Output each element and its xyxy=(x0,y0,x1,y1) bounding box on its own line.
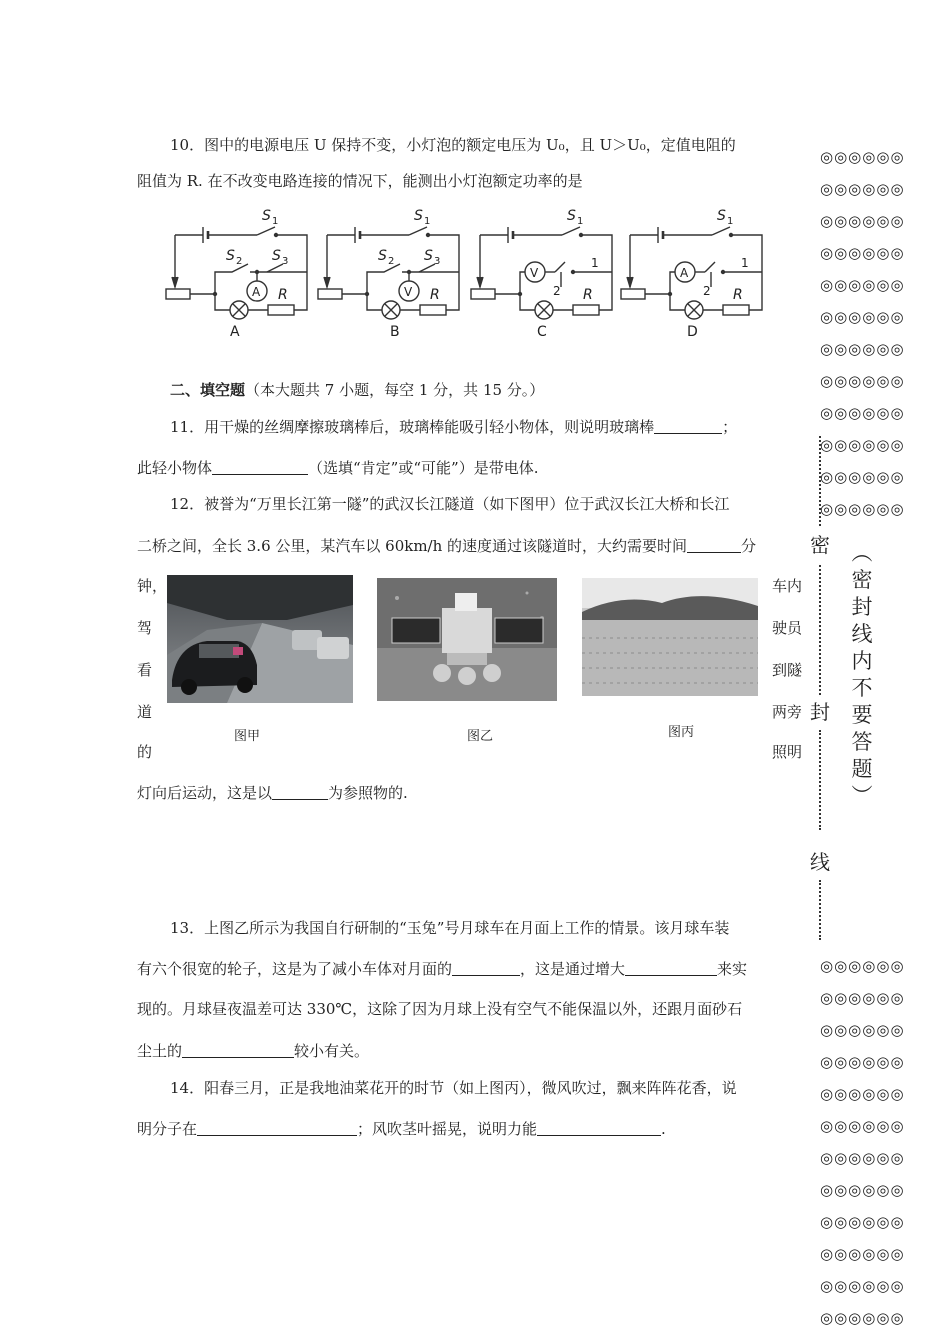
q11-semicolon: ； xyxy=(722,418,738,436)
note-char: 要 xyxy=(851,703,873,727)
svg-text:R: R xyxy=(278,287,288,303)
q11-blank-2[interactable] xyxy=(212,459,308,475)
q13-blank-2[interactable] xyxy=(625,960,717,976)
q14-blank-2[interactable] xyxy=(537,1120,661,1136)
svg-text:S: S xyxy=(226,248,235,264)
note-char: 线 xyxy=(851,622,873,646)
note-char: 不 xyxy=(851,676,873,700)
q14-line2 xyxy=(137,1118,666,1140)
seal-char-xian: 线 xyxy=(810,850,830,874)
q11-line1 xyxy=(170,416,737,438)
svg-text:2: 2 xyxy=(388,256,395,267)
rapeseed-field-photo xyxy=(582,578,758,696)
ring-row: ◎◎◎◎◎◎ xyxy=(820,989,905,1007)
caption-jia: 图甲 xyxy=(234,729,261,744)
circuit-label-b: B xyxy=(390,324,400,340)
q11-blank-1[interactable] xyxy=(654,418,722,434)
circuit-label-c: C xyxy=(537,324,547,340)
q13-text-4: 尘土的 xyxy=(137,1042,183,1060)
svg-text:S: S xyxy=(424,248,433,264)
q12-last-line xyxy=(137,782,408,804)
caption-bing: 图丙 xyxy=(668,725,695,740)
ring-row: ◎◎◎◎◎◎ xyxy=(820,340,905,358)
q12-unit: 分 xyxy=(741,537,757,555)
q12-right-5: 照明 xyxy=(772,743,803,761)
q12-right-1: 车内 xyxy=(772,577,803,595)
svg-text:1: 1 xyxy=(727,216,734,227)
ring-row: ◎◎◎◎◎◎ xyxy=(820,404,905,422)
ring-row: ◎◎◎◎◎◎ xyxy=(820,500,905,518)
circuit-b xyxy=(318,227,459,319)
seal-char-feng: 封 xyxy=(810,700,830,724)
ring-row: ◎◎◎◎◎◎ xyxy=(820,468,905,486)
svg-text:2: 2 xyxy=(236,256,243,267)
q13-line3: 现的。月球昼夜温差可达 330℃，这除了因为月球上没有空气不能保温以外，还跟月面砂石 xyxy=(137,1000,743,1018)
ring-row: ◎◎◎◎◎◎ xyxy=(820,436,905,454)
q12-left-2: 驾 xyxy=(137,619,153,637)
note-char: 答 xyxy=(851,730,873,754)
svg-text:1: 1 xyxy=(577,216,584,227)
section2-heading xyxy=(170,379,544,401)
q13-line1: 13．上图乙所示为我国自行研制的“玉兔”号月球车在月面上工作的情景。该月球车装 xyxy=(170,919,730,937)
svg-text:1: 1 xyxy=(591,256,599,270)
ring-row: ◎◎◎◎◎◎ xyxy=(820,244,905,262)
ring-row: ◎◎◎◎◎◎ xyxy=(820,1149,905,1167)
ring-row: ◎◎◎◎◎◎ xyxy=(820,308,905,326)
lunar-rover-photo xyxy=(377,578,557,701)
seal-dotted-line xyxy=(819,565,821,695)
seal-dotted-line xyxy=(819,730,821,830)
svg-text:3: 3 xyxy=(282,256,289,267)
svg-text:1: 1 xyxy=(424,216,431,227)
note-char: 题 xyxy=(851,757,873,781)
q12-blank-reference[interactable] xyxy=(272,784,328,800)
tunnel-photo xyxy=(167,575,353,703)
note-char: 内 xyxy=(851,649,873,673)
q12-left-1: 钟， xyxy=(137,577,168,595)
ring-row: ◎◎◎◎◎◎ xyxy=(820,212,905,230)
svg-text:S: S xyxy=(414,208,423,224)
svg-text:A: A xyxy=(252,285,261,299)
q12-line1: 12．被誉为“万里长江第一隧”的武汉长江隧道（如下图甲）位于武汉长江大桥和长江 xyxy=(170,495,730,513)
q12-left-5: 的 xyxy=(137,743,153,761)
q11-text-2: 此轻小物体 xyxy=(137,459,213,477)
q13-text-5: 较小有关。 xyxy=(294,1042,370,1060)
ring-row: ◎◎◎◎◎◎ xyxy=(820,148,905,166)
circuit-label-d: D xyxy=(687,324,698,340)
svg-text:R: R xyxy=(583,287,593,303)
seal-dotted-line xyxy=(819,436,821,526)
svg-text:V: V xyxy=(404,285,413,299)
note-char: 密 xyxy=(851,568,873,592)
q13-text: 有六个很宽的轮子，这是为了减小车体对月面的 xyxy=(137,960,453,978)
seal-char-mi: 密 xyxy=(810,533,830,557)
svg-text:1: 1 xyxy=(272,216,279,227)
q13-blank-1[interactable] xyxy=(452,960,520,976)
circuit-diagrams xyxy=(160,205,780,345)
svg-text:2: 2 xyxy=(703,284,711,298)
svg-text:S: S xyxy=(567,208,576,224)
seal-dotted-line xyxy=(819,880,821,940)
ring-row: ◎◎◎◎◎◎ xyxy=(820,1213,905,1231)
circuit-a xyxy=(166,227,307,319)
q10-line2: 阻值为 R. 在不改变电路连接的情况下，能测出小灯泡额定功率的是 xyxy=(137,172,583,190)
q12-left-4: 道 xyxy=(137,703,153,721)
note-char: ︶ xyxy=(851,784,873,808)
ring-row: ◎◎◎◎◎◎ xyxy=(820,1053,905,1071)
ring-row: ◎◎◎◎◎◎ xyxy=(820,1181,905,1199)
q12-text-end: 为参照物的. xyxy=(328,784,408,802)
q12-blank-time[interactable] xyxy=(687,537,741,553)
q13-text-2: ，这是通过增大 xyxy=(520,960,626,978)
q12-line2 xyxy=(137,535,756,557)
q11-text: 11．用干燥的丝绸摩擦玻璃棒后，玻璃棒能吸引轻小物体，则说明玻璃棒 xyxy=(170,418,655,436)
q12-left-3: 看 xyxy=(137,661,153,679)
q10-line1: 10．图中的电源电压 U 保持不变，小灯泡的额定电压为 U₀，且 U＞U₀，定值电阻的 xyxy=(170,136,736,154)
ring-row: ◎◎◎◎◎◎ xyxy=(820,1021,905,1039)
q12-right-4: 两旁 xyxy=(772,703,803,721)
svg-text:S: S xyxy=(272,248,281,264)
q13-blank-3[interactable] xyxy=(182,1042,294,1058)
q12-text-last: 灯向后运动，这是以 xyxy=(137,784,273,802)
q11-text-3: （选填“肯定”或“可能”）是带电体. xyxy=(308,459,539,477)
ring-row: ◎◎◎◎◎◎ xyxy=(820,372,905,390)
svg-text:A: A xyxy=(680,266,689,280)
q11-line2 xyxy=(137,457,538,479)
note-char: ︵ xyxy=(851,541,873,565)
svg-text:2: 2 xyxy=(553,284,561,298)
ring-row: ◎◎◎◎◎◎ xyxy=(820,1309,905,1327)
seal-vertical-note xyxy=(850,540,874,810)
ring-row: ◎◎◎◎◎◎ xyxy=(820,957,905,975)
ring-row: ◎◎◎◎◎◎ xyxy=(820,1245,905,1263)
q14-text: 明分子在 xyxy=(137,1120,198,1138)
note-char: 封 xyxy=(851,595,873,619)
q13-text-3: 来实 xyxy=(717,960,748,978)
section2-note: （本大题共 7 小题，每空 1 分，共 15 分。） xyxy=(245,381,545,399)
svg-text:S: S xyxy=(378,248,387,264)
q12-right-3: 到隧 xyxy=(772,661,803,679)
circuit-c xyxy=(471,227,612,319)
svg-text:R: R xyxy=(733,287,743,303)
ring-row: ◎◎◎◎◎◎ xyxy=(820,1085,905,1103)
ring-row: ◎◎◎◎◎◎ xyxy=(820,180,905,198)
q13-line2 xyxy=(137,958,747,980)
svg-text:1: 1 xyxy=(741,256,749,270)
q12-right-2: 驶员 xyxy=(772,619,803,637)
q13-line4 xyxy=(137,1040,369,1062)
svg-text:R: R xyxy=(430,287,440,303)
circuit-label-a: A xyxy=(230,324,240,340)
ring-row: ◎◎◎◎◎◎ xyxy=(820,276,905,294)
q12-text: 二桥之间，全长 3.6 公里，某汽车以 60km/h 的速度通过该隧道时，大约需要时间 xyxy=(137,537,688,555)
section2-head: 二、填空题 xyxy=(170,381,246,399)
svg-text:S: S xyxy=(717,208,726,224)
caption-yi: 图乙 xyxy=(467,729,494,744)
svg-text:V: V xyxy=(530,266,539,280)
q14-line1: 14．阳春三月，正是我地油菜花开的时节（如上图丙），微风吹过，飘来阵阵花香，说 xyxy=(170,1079,737,1097)
q14-text-2: ；风吹茎叶摇晃，说明力能 xyxy=(357,1120,538,1138)
svg-text:3: 3 xyxy=(434,256,441,267)
q14-period: . xyxy=(661,1120,666,1138)
svg-text:S: S xyxy=(262,208,271,224)
ring-row: ◎◎◎◎◎◎ xyxy=(820,1117,905,1135)
circuit-d xyxy=(621,227,762,319)
ring-row: ◎◎◎◎◎◎ xyxy=(820,1277,905,1295)
q14-blank-1[interactable] xyxy=(197,1120,357,1136)
